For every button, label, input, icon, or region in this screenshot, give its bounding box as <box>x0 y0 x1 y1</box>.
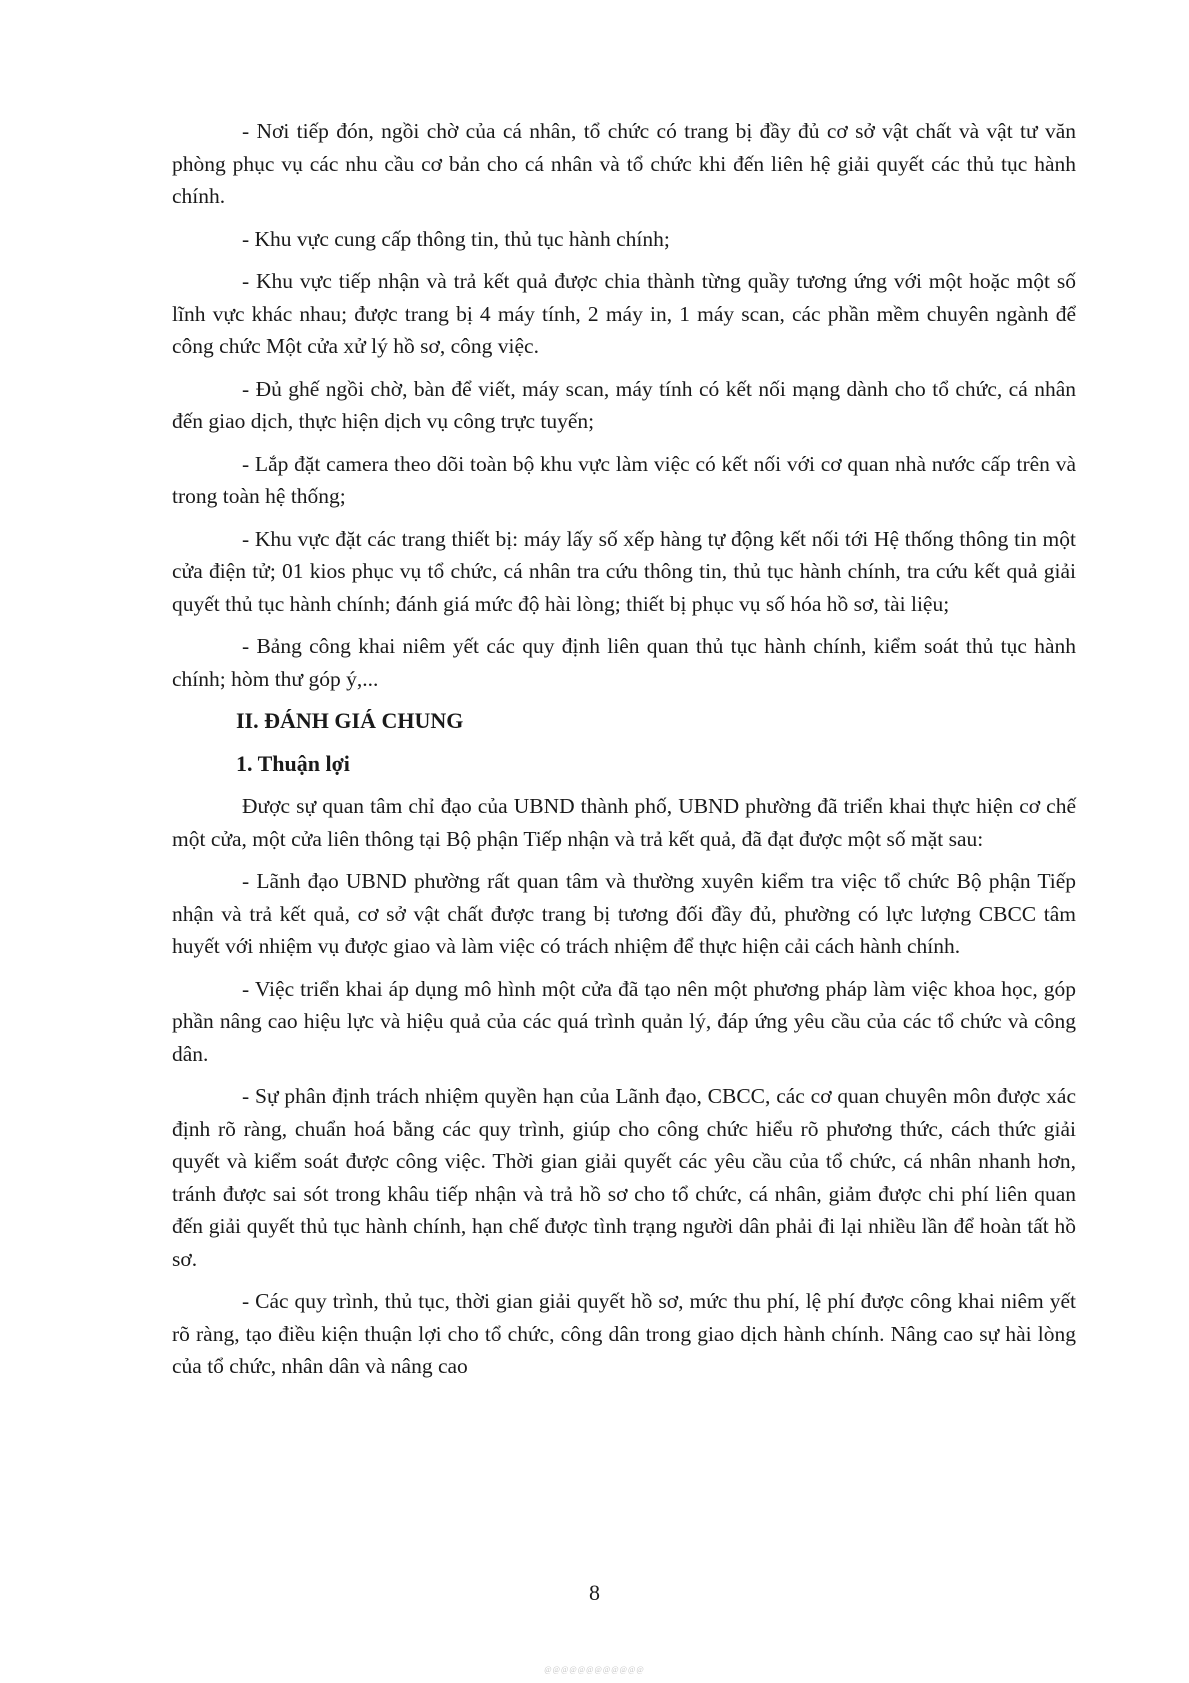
paragraph-seating: - Đủ ghế ngồi chờ, bàn để viết, máy scan, máy tính có kết nối mạng dành cho tổ chức, cá nhân đến giao dịch, thực hiện dịch vụ công trực tuyến; <box>172 376 1076 433</box>
paragraph-intro: Được sự quan tâm chỉ đạo của UBND thành phố, UBND phường đã triển khai thực hiện cơ chế một cửa, một cửa liên thông tại Bộ phận Tiếp nhận và trả kết quả, đã đạt được một số mặt sau: <box>172 794 1076 851</box>
paragraph-leadership: - Lãnh đạo UBND phường rất quan tâm và thường xuyên kiểm tra việc tổ chức Bộ phận Tiếp nhận và trả kết quả, cơ sở vật chất được trang bị tương đối đầy đủ, phường có lực lượng CBCC tâm huyết với nhiệm vụ được giao và làm việc có trách nhiệm để thực hiện cải cách hành chính. <box>172 869 1076 958</box>
document-body <box>172 115 1076 1393</box>
subsection-heading: 1. Thuận lợi <box>236 750 350 776</box>
paragraph-info-area: - Khu vực cung cấp thông tin, thủ tục hành chính; <box>242 226 670 251</box>
paragraph-reception-area: - Khu vực tiếp nhận và trả kết quả được chia thành từng quầy tương ứng với một hoặc một số lĩnh vực khác nhau; được trang bị 4 máy tính, 2 máy in, 1 máy scan, các phần mềm chuyên ngành để công chức Một cửa xử lý hồ sơ, công việc. <box>172 269 1076 358</box>
paragraph-procedures: - Các quy trình, thủ tục, thời gian giải quyết hồ sơ, mức thu phí, lệ phí được công khai niêm yết rõ ràng, tạo điều kiện thuận lợi cho tổ chức, công dân trong giao dịch hành chính. Nâng cao sự hài lòng của tổ chức, nhân dân và nâng cao <box>172 1289 1076 1378</box>
paragraph-waiting-area: - Nơi tiếp đón, ngồi chờ của cá nhân, tổ chức có trang bị đầy đủ cơ sở vật chất và vật tư văn phòng phục vụ các nhu cầu cơ bản cho cá nhân và tổ chức khi đến liên hệ giải quyết các thủ tục hành chính. <box>172 119 1076 208</box>
paragraph-notice-board: - Bảng công khai niêm yết các quy định liên quan thủ tục hành chính, kiểm soát thủ tục hành chính; hòm thư góp ý,... <box>172 634 1076 691</box>
paragraph-one-stop-model: - Việc triển khai áp dụng mô hình một cửa đã tạo nên một phương pháp làm việc khoa học, góp phần nâng cao hiệu lực và hiệu quả của các quá trình quản lý, đáp ứng yêu cầu của các tổ chức và công dân. <box>172 976 1076 1066</box>
footer-watermark: @@@@@@@@@@@@ <box>544 1665 645 1674</box>
paragraph-camera: - Lắp đặt camera theo dõi toàn bộ khu vực làm việc có kết nối với cơ quan nhà nước cấp trên và trong toàn hệ thống; <box>172 451 1076 508</box>
page-number: 8 <box>589 1580 600 1605</box>
paragraph-equipment-area: - Khu vực đặt các trang thiết bị: máy lấy số xếp hàng tự động kết nối tới Hệ thống thông tin một cửa điện tử; 01 kios phục vụ tổ chức, cá nhân tra cứu thông tin, thủ tục hành chính, tra cứu kết quả giải quyết thủ tục hành chính; đánh giá mức độ hài lòng; thiết bị phục vụ số hóa hồ sơ, tài liệu; <box>172 526 1076 616</box>
paragraph-responsibilities: - Sự phân định trách nhiệm quyền hạn của Lãnh đạo, CBCC, các cơ quan chuyên môn được xác định rõ ràng, chuẩn hoá bằng các quy trình, giúp cho công chức hiểu rõ phương thức, cách thức giải quyết và kiểm soát được công việc. Thời gian giải quyết các yêu cầu của tổ chức, cá nhân nhanh hơn, tránh được sai sót trong khâu tiếp nhận và trả hồ sơ cho tổ chức, cá nhân, giảm được chi phí liên quan đến giải quyết thủ tục hành chính, hạn chế được tình trạng người dân phải đi lại nhiều lần để hoàn tất hồ sơ. <box>172 1084 1076 1271</box>
section-heading: II. ĐÁNH GIÁ CHUNG <box>236 708 464 733</box>
